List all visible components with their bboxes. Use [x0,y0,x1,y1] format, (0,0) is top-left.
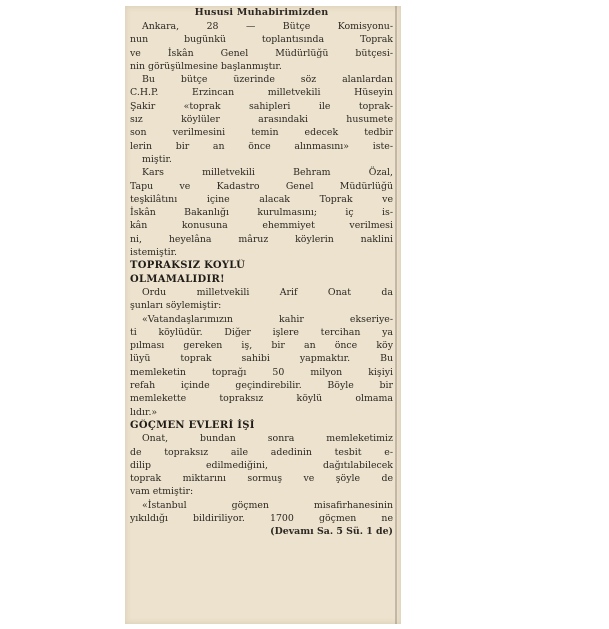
text-line: Onat, bundan sonra memleketimiz [142,433,393,445]
text-line: vam etmiştir: [130,486,194,498]
fold-line [395,6,397,624]
text-line: Ordu milletvekili Arif Onat da [142,286,393,298]
text-line: sız köylüler arasındaki husumete [130,114,393,126]
text-line: C.H.P. Erzincan milletvekili Hüseyin [130,87,393,99]
text-line: nun bugünkü toplantısında Toprak [130,34,393,46]
text-line: lüyü toprak sahibi yapmaktır. Bu [130,353,393,365]
byline: Hususi Muhabirimizden [194,7,329,18]
text-line: lıdır.» [130,406,158,418]
text-line: son verilmesini temin edecek tedbir [130,127,393,139]
text-line: pılması gereken iş, bir an önce köy [130,340,393,352]
article-text [130,6,393,539]
text-line: kân konusuna ehemmiyet verilmesi [130,220,393,232]
text-line: ni, heyelâna mâruz köylerin naklini [130,233,393,245]
text-line: teşkilâtını içine alacak Toprak ve [130,193,393,205]
text-line: de topraksız aile adedinin tesbit e- [130,446,393,458]
text-line: toprak miktarını sormuş ve şöyle de [130,473,393,485]
text-line: dilip edilmediğini, dağıtılabilecek [130,459,393,471]
paragraph-2 [130,73,393,166]
paragraph-3 [130,166,393,259]
text-line: memlekette topraksız köylü olmama [130,393,393,405]
paragraph-5 [130,432,393,498]
text-line: nin görüşülmesine başlanmıştır. [130,60,282,72]
text-line: refah içinde geçindirebilir. Böyle bir [130,380,393,392]
paragraph-1 [130,20,393,73]
text-line: Kars milletvekili Behram Özal, [142,167,393,179]
quote-2 [130,499,393,526]
text-line: miştir. [142,153,172,165]
text-line: ve İskân Genel Müdürlüğü bütçesi- [130,47,393,59]
text-line: yıkıldığı bildiriliyor. 1700 göçmen ne [130,512,393,524]
continuation-note: (Devamı Sa. 5 Sü. 1 de) [270,526,393,538]
text-line: Ankara, 28 — Bütçe Komisyonu- [142,21,393,32]
quote-1 [130,313,393,419]
text-line: Tapu ve Kadastro Genel Müdürlüğü [130,180,393,192]
text-line: «Vatandaşlarımızın kahir ekseriye- [142,313,393,325]
text-line: istemiştir. [130,247,178,259]
text-line: Bu bütçe üzerinde söz alanlardan [142,74,393,86]
subhead-line: OLMAMALIDIR! [130,273,225,285]
text-line: lerin bir an önce alınmasını» iste- [130,140,393,152]
subhead-line: TOPRAKSIZ KOYLÜ [130,260,246,272]
paragraph-4 [130,286,393,313]
text-line: memleketin toprağı 50 milyon kişiyi [130,366,393,378]
text-line: İskân Bakanlığı kurulmasını; iç is- [130,207,393,219]
text-line: Şakir «toprak sahipleri ile toprak- [130,100,393,112]
text-line: şunları söylemiştir: [130,300,222,312]
newspaper-clipping [125,6,401,624]
text-line: «İstanbul göçmen misafirhanesinin [142,499,393,511]
subhead-topraksiz [130,259,393,286]
text-line: ti köylüdür. Diğer işlere tercihan ya [130,326,393,338]
subhead-gocmen: GÖÇMEN EVLERİ İŞİ [130,419,255,431]
